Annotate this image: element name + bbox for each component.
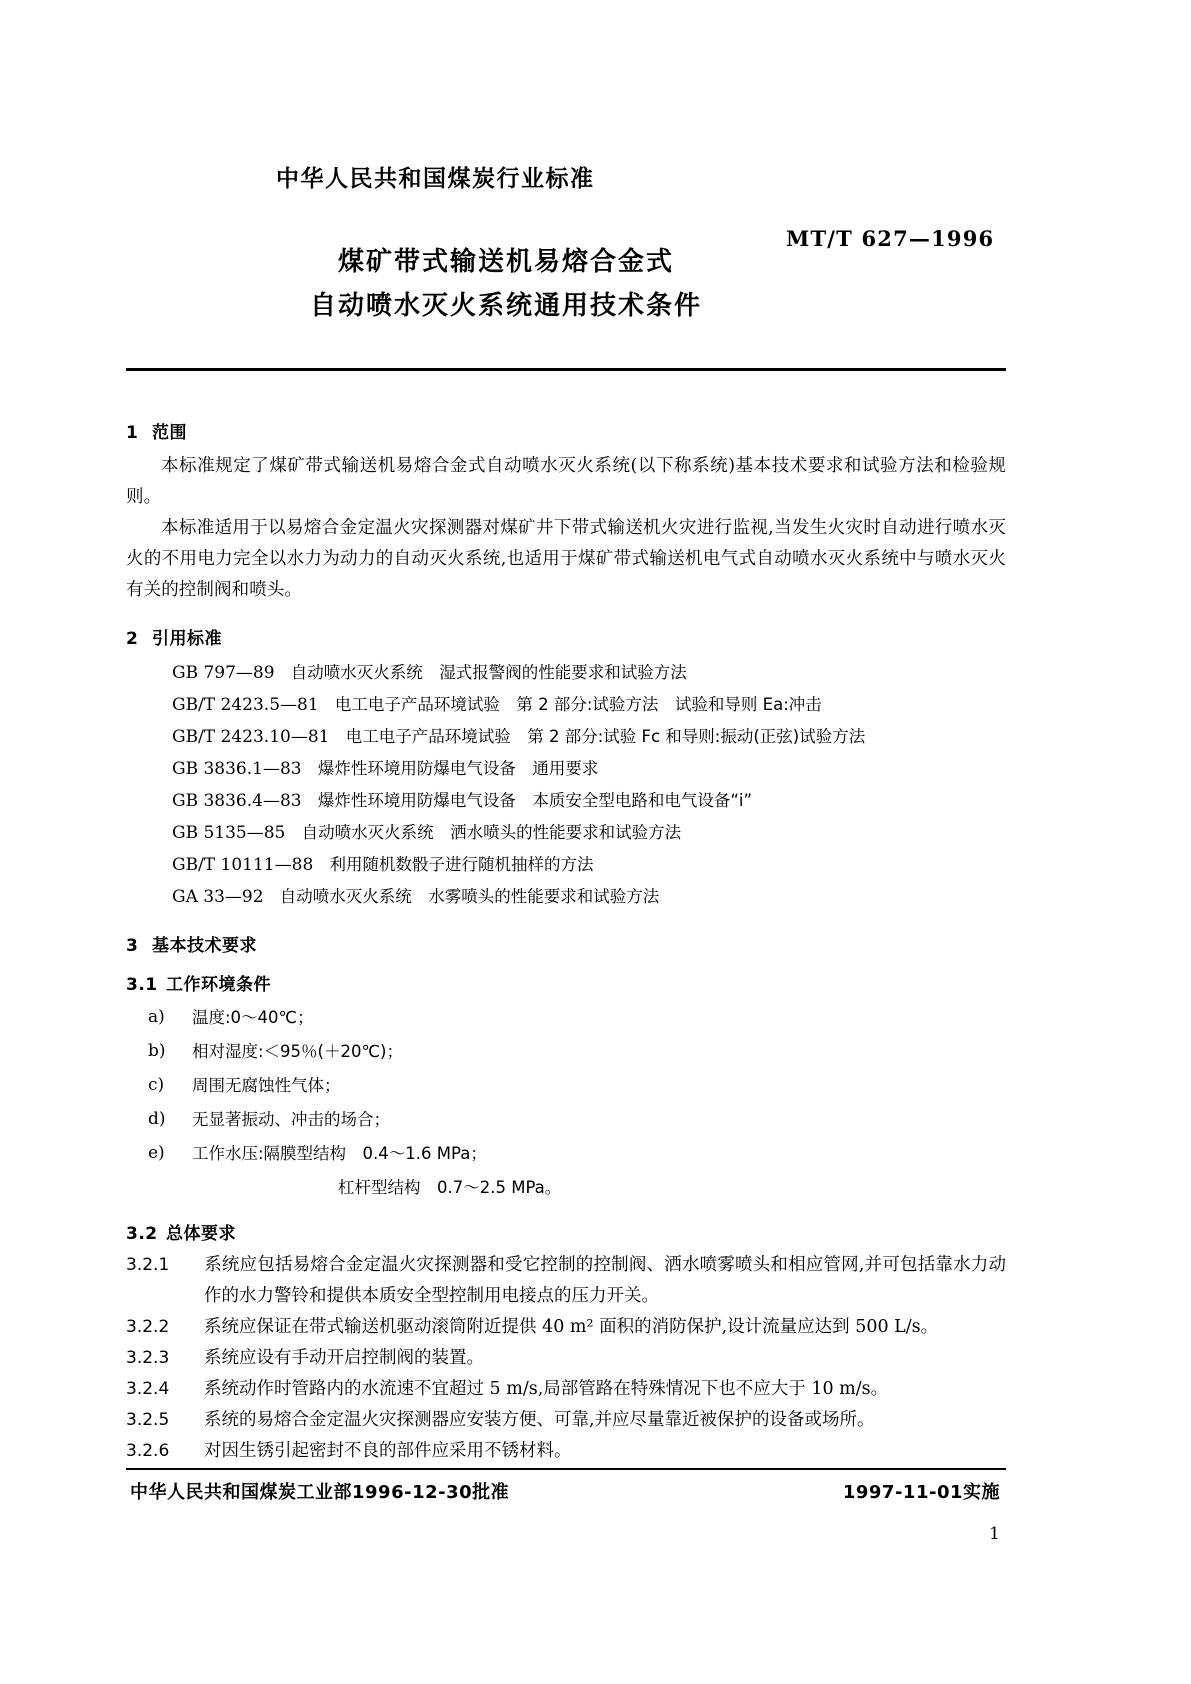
reference-title: 利用随机数骰子进行随机抽样的方法	[329, 855, 594, 874]
reference-title: 自动喷水灭火系统 水雾喷头的性能要求和试验方法	[279, 887, 660, 906]
list-item	[126, 689, 1006, 721]
page-number: 1	[989, 1524, 1000, 1544]
page-footer	[126, 1478, 1006, 1512]
reference-title: 爆炸性环境用防爆电气设备 通用要求	[317, 759, 599, 778]
item-text: 周围无腐蚀性气体；	[192, 1076, 341, 1095]
section-1-paragraph-2: 本标准适用于以易熔合金定温火灾探测器对煤矿井下带式输送机火灾进行监视,当发生火灾时自动进行喷水灭火的不用电力完全以水力为动力的自动灭火系统,也适用于煤矿带式输送机电气式自动喷水灭火系统中与喷水灭火有关的控制阀和喷头。	[126, 518, 1006, 600]
clause-text: 对因生锈引起密封不良的部件应采用不锈材料。	[204, 1441, 572, 1461]
clause-number: 3.2.4	[126, 1379, 170, 1399]
section-1-paragraph-1: 本标准规定了煤矿带式输送机易熔合金式自动喷水灭火系统(以下称系统)基本技术要求和试验方法和检验规则。	[126, 456, 1006, 507]
list-item	[126, 753, 1006, 785]
footer-implementation-date: 1997-11-01实施	[842, 1482, 1000, 1503]
clause-text: 系统的易熔合金定温火灾探测器应安装方便、可靠,并应尽量靠近被保护的设备或场所。	[204, 1410, 875, 1430]
header-divider-rule	[126, 368, 1006, 371]
list-item	[126, 657, 1006, 689]
referenced-standards-list	[126, 657, 1006, 913]
item-label: d)	[148, 1109, 166, 1129]
clause	[126, 1405, 1006, 1436]
clause-number: 3.2.5	[126, 1410, 170, 1430]
section-number-3: 3	[126, 936, 139, 956]
section-heading-3-2	[126, 1219, 1006, 1244]
item-continuation-line	[126, 1171, 1006, 1205]
list-item	[126, 1069, 1006, 1103]
list-item	[126, 785, 1006, 817]
clause	[126, 1343, 1006, 1374]
page-content-area	[126, 0, 1006, 1684]
clause	[126, 1374, 1006, 1405]
section-number-3-1: 3.1	[126, 975, 158, 995]
section-heading-2	[126, 624, 1006, 649]
section-title-1: 范围	[152, 423, 187, 443]
list-item	[126, 1035, 1006, 1069]
clause-text: 系统应包括易熔合金定温火灾探测器和受它控制的控制阀、洒水喷雾喷头和相应管网,并可包括靠水力动作的水力警铃和提供本质安全型控制用电接点的压力开关。	[204, 1255, 1006, 1306]
standard-number: MT/T 627—1996	[786, 226, 995, 251]
section-heading-1	[126, 418, 1006, 443]
reference-code: GB 3836.4—83	[172, 791, 302, 811]
clause-number: 3.2.6	[126, 1441, 170, 1461]
clause-text: 系统应设有手动开启控制阀的装置。	[204, 1348, 484, 1368]
item-label: a)	[148, 1007, 165, 1027]
clause	[126, 1312, 1006, 1343]
clause-number: 3.2.2	[126, 1317, 170, 1337]
section-heading-3	[126, 931, 1006, 956]
document-title-line-1: 煤矿带式输送机易熔合金式	[337, 247, 674, 277]
list-item	[126, 817, 1006, 849]
list-item	[126, 1001, 1006, 1035]
reference-title: 自动喷水灭火系统 湿式报警阀的性能要求和试验方法	[290, 663, 687, 682]
footer-divider-rule	[126, 1468, 1006, 1470]
reference-code: GB 3836.1—83	[172, 759, 302, 779]
reference-code: GB 797—89	[172, 663, 275, 683]
standard-issuing-organization: 中华人民共和国煤炭行业标准	[276, 166, 595, 192]
reference-title: 自动喷水灭火系统 洒水喷头的性能要求和试验方法	[301, 823, 682, 842]
item-label: b)	[148, 1041, 166, 1061]
list-item	[126, 881, 1006, 913]
continuation-text: 杠杆型结构 0.7～2.5 MPa。	[338, 1178, 562, 1197]
section-title-3-1: 工作环境条件	[166, 975, 271, 995]
footer-approval-text: 中华人民共和国煤炭工业部1996-12-30批准	[130, 1482, 510, 1503]
clause-text: 系统动作时管路内的水流速不宜超过 5 m/s,局部管路在特殊情况下也不应大于 10 m/s。	[204, 1379, 889, 1399]
item-label: e)	[148, 1143, 165, 1163]
item-label: c)	[148, 1075, 165, 1095]
item-text: 无显著振动、冲击的场合；	[192, 1110, 390, 1129]
list-item	[126, 721, 1006, 753]
list-item	[126, 1103, 1006, 1137]
section-heading-3-1	[126, 970, 1006, 995]
document-title-line-2: 自动喷水灭火系统通用技术条件	[309, 291, 702, 321]
clause	[126, 1250, 1006, 1312]
reference-code: GA 33—92	[172, 887, 264, 907]
list-item	[126, 849, 1006, 881]
list-item	[126, 1137, 1006, 1171]
section-number-2: 2	[126, 629, 139, 649]
section-title-3-2: 总体要求	[166, 1224, 236, 1244]
clause-text: 系统应保证在带式输送机驱动滚筒附近提供 40 m² 面积的消防保护,设计流量应达到 500 L/s。	[204, 1317, 939, 1337]
reference-code: GB/T 2423.10—81	[172, 727, 330, 747]
section-number-3-2: 3.2	[126, 1224, 158, 1244]
section-title-2: 引用标准	[152, 629, 222, 649]
environment-conditions-list	[126, 1001, 1006, 1171]
item-text: 温度:0～40℃；	[192, 1008, 314, 1027]
reference-title: 电工电子产品环境试验 第 2 部分:试验方法 试验和导则 Ea:冲击	[334, 695, 822, 714]
reference-code: GB/T 10111—88	[172, 855, 314, 875]
section-number-1: 1	[126, 423, 139, 443]
reference-code: GB/T 2423.5—81	[172, 695, 319, 715]
reference-title: 电工电子产品环境试验 第 2 部分:试验 Fc 和导则:振动(正弦)试验方法	[345, 727, 866, 746]
clause-number: 3.2.3	[126, 1348, 170, 1368]
reference-title: 爆炸性环境用防爆电气设备 本质安全型电路和电气设备“i”	[317, 791, 752, 810]
item-text: 相对湿度:＜95％(＋20℃)；	[192, 1042, 403, 1061]
item-text: 工作水压:隔膜型结构 0.4～1.6 MPa；	[192, 1144, 487, 1163]
document-title	[126, 240, 886, 328]
section-title-3: 基本技术要求	[152, 936, 257, 956]
clause-number: 3.2.1	[126, 1255, 170, 1275]
clause	[126, 1436, 1006, 1467]
document-body	[126, 400, 1006, 1467]
reference-code: GB 5135—85	[172, 823, 286, 843]
